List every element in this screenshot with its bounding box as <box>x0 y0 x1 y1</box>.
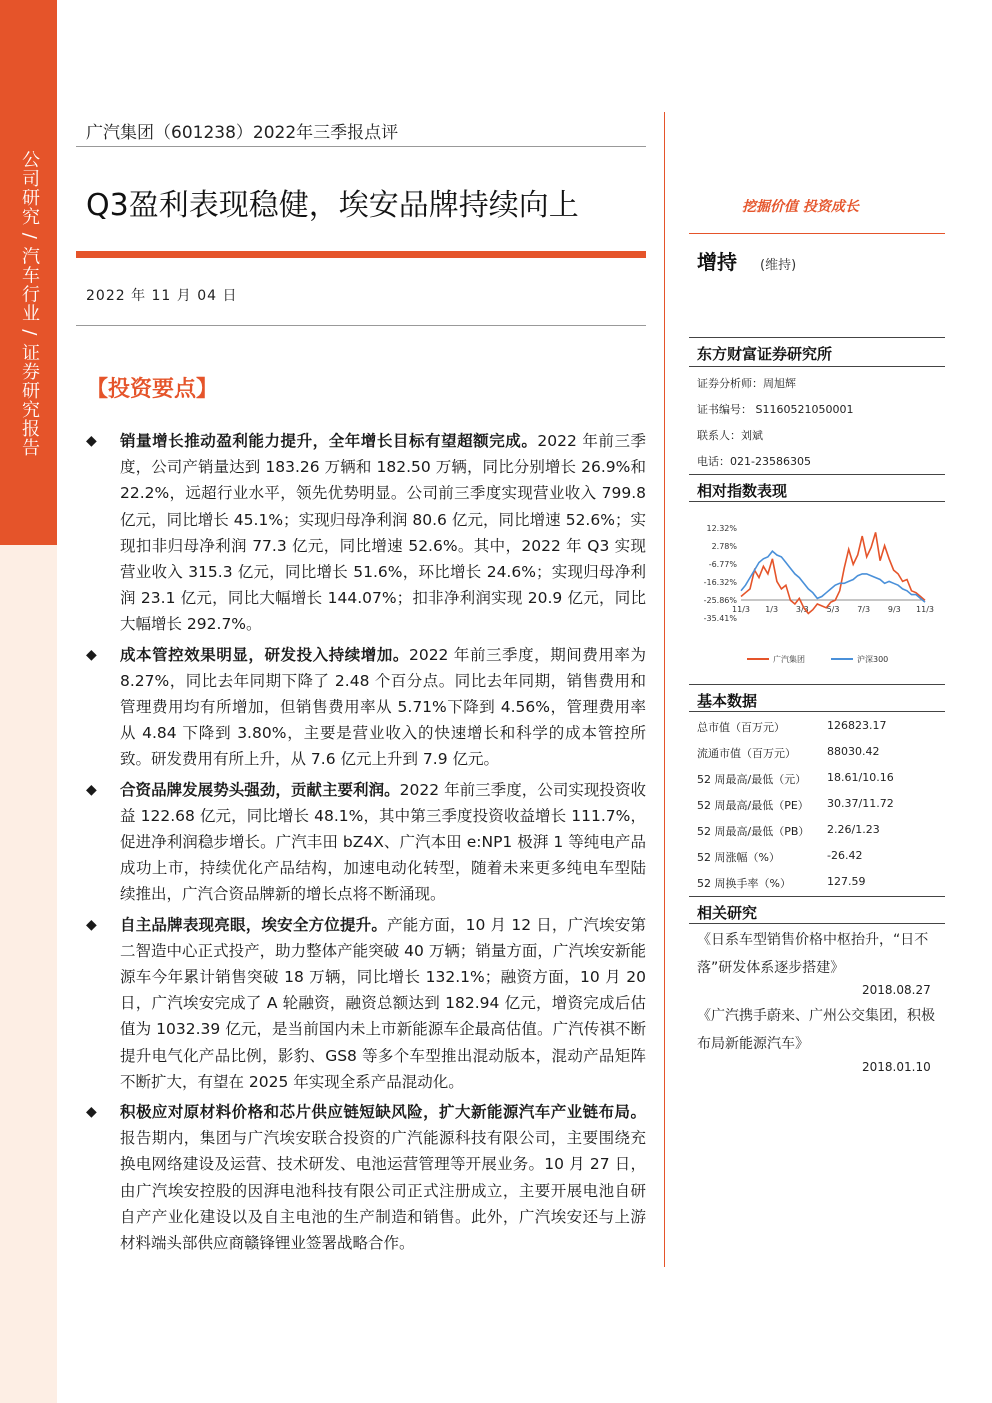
basic-key: 52 周涨幅（%） <box>697 851 780 864</box>
sidebar-label: 公司研究 / 汽车行业 / 证券研究报告 <box>19 150 40 458</box>
basic-value: 30.37/11.72 <box>827 797 894 810</box>
x-tick-label: 9/3 <box>887 604 901 614</box>
related-report-date: 2018.01.10 <box>862 1060 931 1074</box>
series-line-1 <box>741 551 925 602</box>
x-tick-label: 3/3 <box>795 604 809 614</box>
series-line-0 <box>741 532 925 613</box>
bullet-item <box>86 428 646 638</box>
diamond-icon: ◆ <box>86 433 97 449</box>
basic-key: 总市值（百万元） <box>697 721 785 734</box>
page-title: Q3盈利表现稳健，埃安品牌持续向上 <box>86 188 579 223</box>
diamond-icon: ◆ <box>86 781 97 798</box>
basic-key: 流通市值（百万元） <box>697 747 796 760</box>
bullet-text: 报告期内，集团与广汽埃安联合投资的广汽能源科技有限公司，主要围绕充换电网络建设及运营、技术研发、电池运营管理等开展业务。10 月 27 日，由广汽埃安控股的因湃电池科技有限公司正式注册成立，主要开展电池自研自产产业化建设以及自主电池的生产制造和销售。此外，广汽埃安还与上游材料端头部供应商赣锋锂业签署战略合作。 <box>120 1129 646 1253</box>
phone: 电话：021-23586305 <box>697 455 811 468</box>
bullet-heading: 成本管控效果明显，研发投入持续增加。 <box>120 645 409 664</box>
bullet-item <box>86 1099 646 1256</box>
legend-label: 沪深300 <box>857 655 889 664</box>
bullet-item <box>86 912 646 1095</box>
related-report-date: 2018.08.27 <box>862 983 931 997</box>
x-tick-label: 1/3 <box>765 604 779 614</box>
basic-data-title: 基本数据 <box>697 692 758 710</box>
relative-performance-chart <box>689 512 945 672</box>
bullet-text: 2022 年前三季度，公司实现投资收益 122.68 亿元，同比增长 48.1%，其中第三季度投资收益增长 111.7%，促进净利润稳步增长。广汽丰田 bZ4X、广汽本田 e:NP1 极湃 1 等纯电产品成功上市，持续优化产品结构，加速电动化转型，随着未来更多纯电车型陆续推出，广汽合资品牌新的增长点将不断涌现。 <box>120 780 646 904</box>
divider <box>689 711 945 712</box>
y-tick-label: 2.78% <box>711 541 737 551</box>
investment-points <box>86 428 646 1260</box>
bullet-item <box>86 642 646 773</box>
certificate-number: 证书编号： S1160521050001 <box>697 403 854 416</box>
basic-value: -26.42 <box>827 849 863 862</box>
divider <box>689 923 945 924</box>
y-tick-label: 12.32% <box>706 524 737 533</box>
divider <box>689 474 945 475</box>
rating-note: (维持) <box>760 258 797 273</box>
basic-value: 88030.42 <box>827 745 880 758</box>
x-tick-label: 5/3 <box>826 604 840 614</box>
legend-label: 广汽集团 <box>773 655 805 664</box>
analyst: 证券分析师：周旭辉 <box>697 377 796 390</box>
divider <box>689 337 945 338</box>
basic-value: 18.61/10.16 <box>827 771 894 784</box>
column-divider <box>664 112 665 1267</box>
y-tick-label: -35.41% <box>703 614 737 623</box>
x-tick-label: 11/3 <box>916 604 934 614</box>
related-report-link[interactable]: 《广汽携手蔚来、广州公交集团，积极布局新能源汽车》 <box>697 1008 935 1052</box>
y-tick-label: -6.77% <box>708 559 737 569</box>
diamond-icon: ◆ <box>86 916 97 933</box>
y-tick-label: -16.32% <box>703 578 737 588</box>
bullet-text: 2022 年前三季度，公司产销量达到 183.26 万辆和 182.50 万辆，同比分别增长 26.9%和 22.2%，远超行业水平，领先优势明显。公司前三季度实现营业收入 799.8 亿元，同比增长 45.1%；实现归母净利润 80.6 亿元，同比增速 52.6%；实现扣非归母净利润 77.3 亿元，同比增速 52.6%。其中，2022 年 Q3 实现营业收入 315.3 亿元，同比增长 51.6%，环比增长 24.6%；实现归母净利润 23.1 亿元，同比大幅增长 144.07%；扣非净利润实现 20.9 亿元，同比大幅增长 292.7%。 <box>120 432 646 634</box>
basic-key: 52 周最高/最低（PE） <box>697 799 809 812</box>
diamond-icon: ◆ <box>86 646 97 663</box>
y-tick-label: -25.86% <box>703 595 737 605</box>
basic-key: 52 周换手率（%） <box>697 877 791 890</box>
sidebar <box>0 0 57 1403</box>
divider <box>689 501 945 502</box>
bullet-item <box>86 777 646 908</box>
basic-key: 52 周最高/最低（元） <box>697 773 807 786</box>
bullet-text: 产能方面，10 月 12 日，广汽埃安第二智造中心正式投产，助力整体产能突破 40 万辆；销量方面，广汽埃安新能源车今年累计销售突破 18 万辆，同比增长 132.1%；融资方面，10 月 20 日，广汽埃安完成了 A 轮融资，融资总额达到 182.94 亿元，增资完成后估值为 1032.39 亿元，是当前国内未上市新能源车企最高估值。广汽传祺不断提升电气化产品比例，影豹、GS8 等多个车型推出混动版本，混动产品矩阵不断扩大，有望在 2025 年实现全系产品混动化。 <box>120 915 646 1091</box>
diamond-icon: ◆ <box>86 1104 97 1121</box>
title-underline-bar <box>76 251 646 258</box>
bullet-heading: 合资品牌发展势头强劲，贡献主要利润。 <box>120 780 400 799</box>
report-subtitle: 广汽集团（601238）2022年三季报点评 <box>86 123 399 143</box>
divider <box>76 146 646 147</box>
basic-key: 52 周最高/最低（PB） <box>697 825 810 838</box>
basic-value: 2.26/1.23 <box>827 823 880 836</box>
report-date: 2022 年 11 月 04 日 <box>86 288 238 304</box>
x-tick-label: 7/3 <box>857 604 871 614</box>
x-tick-label: 11/3 <box>732 604 750 614</box>
divider <box>689 896 945 897</box>
divider <box>689 366 945 367</box>
rating: 增持 <box>697 250 737 274</box>
contact: 联系人：刘斌 <box>697 429 763 442</box>
related-research-title: 相关研究 <box>697 904 758 922</box>
divider <box>689 233 945 234</box>
research-firm: 东方财富证券研究所 <box>697 345 833 363</box>
section-title: 【投资要点】 <box>86 377 219 402</box>
bullet-text: 2022 年前三季度，期间费用率为 8.27%，同比去年同期下降了 2.48 个百分点。同比去年同期，销售费用和管理费用均有所增加，但销售费用率从 5.71%下降到 4.56%，管理费用率从 4.84 下降到 3.80%，主要是营业收入的快速增长和科学的成本管控所致。研发费用有所上升，从 7.6 亿元上升到 7.9 亿元。 <box>120 645 646 769</box>
divider <box>76 325 646 326</box>
performance-title: 相对指数表现 <box>697 482 788 500</box>
basic-value: 126823.17 <box>827 719 887 732</box>
bullet-heading: 积极应对原材料价格和芯片供应链短缺风险，扩大新能源汽车产业链布局。 <box>120 1103 646 1122</box>
basic-value: 127.59 <box>827 875 866 888</box>
bullet-heading: 销量增长推动盈利能力提升，全年增长目标有望超额完成。 <box>120 432 538 450</box>
related-report-link[interactable]: 《日系车型销售价格中枢抬升，“日不落”研发体系逐步搭建》 <box>697 932 929 976</box>
slogan: 挖掘价值 投资成长 <box>742 199 859 215</box>
bullet-heading: 自主品牌表现亮眼，埃安全方位提升。 <box>120 915 388 934</box>
divider <box>689 684 945 685</box>
